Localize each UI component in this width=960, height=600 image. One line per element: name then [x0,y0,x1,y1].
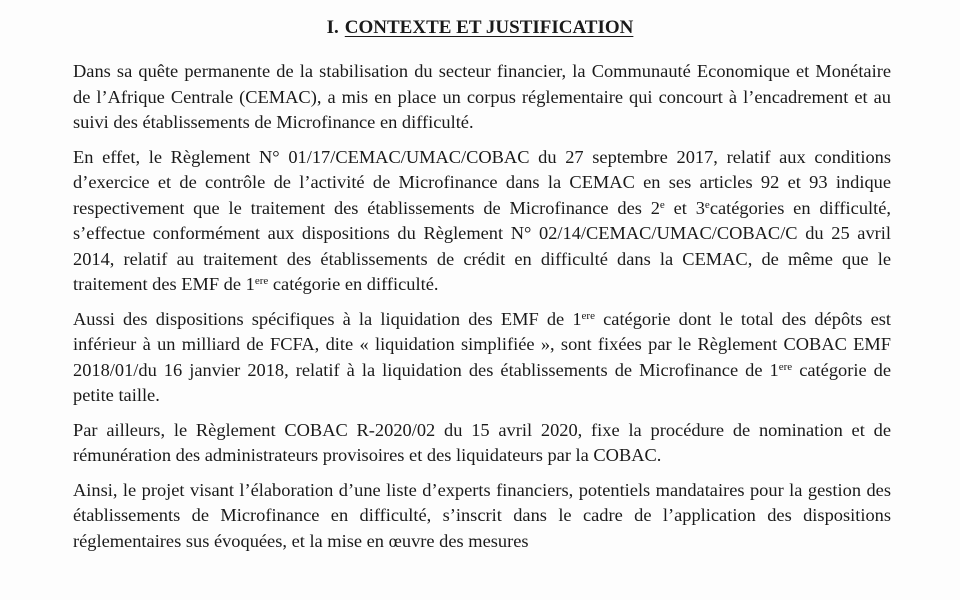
paragraph-4 [73,418,891,469]
superscript: e [704,198,710,211]
paragraph-2 [73,145,891,298]
superscript: ere [778,360,793,373]
paragraph-1-text: Dans sa quête permanente de la stabilisation du secteur financier, la Communauté Economique et Monétaire de l’Afrique Centrale (CEMAC), a mis en place un corpus réglementaire qui concourt à l’encadrement et au suivi des établissements de Microfinance en difficulté. [73,61,891,132]
superscript: ere [254,275,269,287]
body-text [73,59,891,563]
section-number: I. [326,17,339,38]
paragraph-3-text-b: catégorie dont le total des dépôts est inférieur à un milliard de FCFA, dite « liquidation simplifiée », sont fixées par le Règlement COBAC EMF 2018/01/du 16 janvier 2018, relatif à la liquidation des établissements de Microfinance de 1 [73,308,892,380]
paragraph-5 [73,478,891,555]
paragraph-5-text: Ainsi, le projet visant l’élaboration d’une liste d’experts financiers, potentiels mandataires pour la gestion des établissements de Microfinance en difficulté, s’inscrit dans le cadre de l’application des dispositions réglementaires sus évoquées, et la mise en œuvre des mesures [73,479,891,551]
paragraph-2-text-b: et 3 [664,197,705,218]
paragraph-2-text-d: catégorie en difficulté. [268,274,439,294]
paragraph-1 [73,59,891,136]
section-heading [0,14,960,42]
section-title: CONTEXTE ET JUSTIFICATION [344,17,634,38]
paragraph-3-text-a: Aussi des dispositions spécifiques à la liquidation des EMF de 1 [73,308,582,329]
paragraph-4-text: Par ailleurs, le Règlement COBAC R-2020/02 du 15 avril 2020, fixe la procédure de nomination et de rémunération des administrateurs provisoires et des liquidateurs par la COBAC. [73,419,891,465]
paragraph-2-text-a: En effet, le Règlement N° 01/17/CEMAC/UMAC/COBAC du 27 septembre 2017, relatif aux conditions d’exercice et de contrôle de l’activité de Microfinance dans la CEMAC en ses articles 92 et 93 indique respectivement que le traitement des établissements de Microfinance des 2 [73,146,891,218]
paragraph-2-text-c: catégories en difficulté, s’effectue conformément aux dispositions du Règlement N° 02/14/CEMAC/UMAC/COBAC/C du 25 avril 2014, relatif au traitement des établissements de crédit en difficulté dans la CEMAC, de même que le traitement des EMF de 1 [73,197,892,294]
paragraph-3 [73,307,891,409]
paragraph-3-text-c: catégorie de petite taille. [73,359,891,405]
superscript: e [659,198,665,211]
superscript: ere [581,309,595,322]
